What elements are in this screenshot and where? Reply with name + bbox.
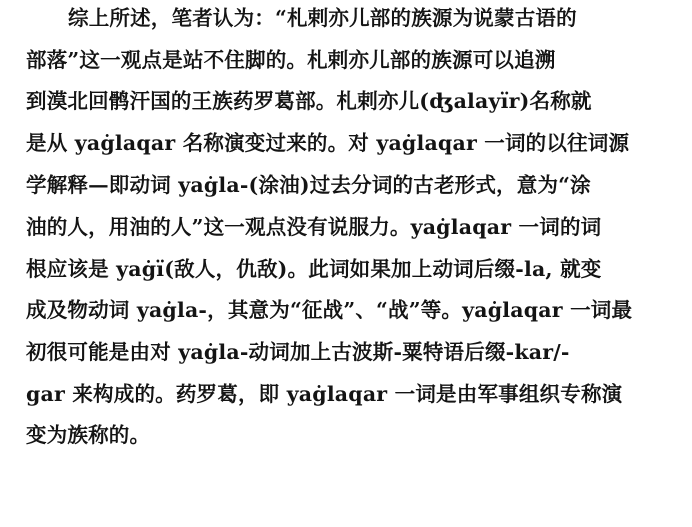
paragraph-line-8: 成及物动词 yaġla-，其意为“征战”、“战”等。yaġlaqar 一词最 <box>26 298 633 322</box>
paragraph-line-1: 综上所述，笔者认为：“札剌亦儿部的族源为说蒙古语的 <box>68 6 577 30</box>
paragraph-line-7: 根应该是 yaġï(敌人，仇敌)。此词如果加上动词后缀-la, 就变 <box>26 257 602 281</box>
paragraph-line-3: 到漠北回鹘汗国的王族药罗葛部。札剌亦儿(ʤalayïr)名称就 <box>26 89 592 113</box>
paragraph-line-10: gar 来构成的。药罗葛，即 yaġlaqar 一词是由军事组织专称演 <box>26 382 623 406</box>
paragraph-line-11: 变为族称的。 <box>26 423 151 447</box>
paragraph-line-5: 学解释—即动词 yaġla-(涂油)过去分词的古老形式，意为“涂 <box>26 173 591 197</box>
paragraph-line-2: 部落”这一观点是站不住脚的。札剌亦儿部的族源可以追溯 <box>26 48 556 72</box>
paragraph-line-6: 油的人，用油的人”这一观点没有说服力。yaġlaqar 一词的词 <box>26 215 602 239</box>
paragraph-line-4: 是从 yaġlaqar 名称演变过来的。对 yaġlaqar 一词的以往词源 <box>26 131 630 155</box>
paragraph-line-9: 初很可能是由对 yaġla-动词加上古波斯-粟特语后缀-kar/- <box>26 340 570 364</box>
